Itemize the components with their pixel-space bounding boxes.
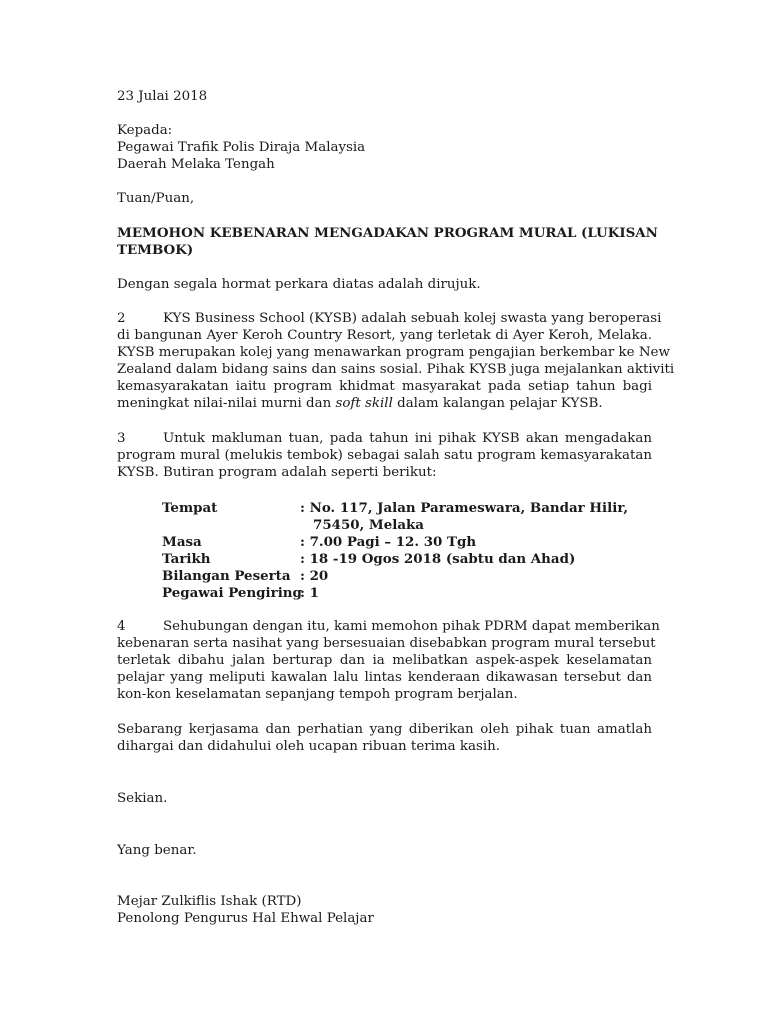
recipient-line-2: Daerah Melaka Tengah: [117, 157, 275, 172]
detail-masa-label: Masa: [162, 534, 202, 550]
para4-line-4: pelajar yang meliputi kawalan lalu lintas kenderaan dikawasan tersebut dan: [117, 670, 652, 685]
para3-line-3: KYSB. Butiran program adalah seperti berikut:: [117, 465, 437, 480]
para2-line-6-italic: soft skill: [335, 396, 393, 411]
closing-line-2: dihargai dan didahului oleh ucapan ribuan terima kasih.: [117, 739, 500, 754]
para2-line-6-a: meningkat nilai-nilai murni dan: [117, 396, 336, 411]
detail-tarikh-value: : 18 -19 Ogos 2018 (sabtu dan Ahad): [300, 551, 576, 567]
recipient-line-1: Pegawai Trafik Polis Diraja Malaysia: [117, 140, 366, 155]
para2-number: 2: [117, 311, 126, 326]
para3-line-2: program mural (melukis tembok) sebagai salah satu program kemasyarakatan: [117, 448, 652, 463]
detail-tempat-value: : No. 117, Jalan Parameswara, Bandar Hilir,: [300, 500, 629, 516]
detail-tarikh-label: Tarikh: [162, 551, 211, 567]
signatory-title: Penolong Pengurus Hal Ehwal Pelajar: [117, 911, 374, 926]
para4-line-1: [117, 618, 660, 636]
para3-line-1: [117, 430, 652, 448]
para2-line-6-b: dalam kalangan pelajar KYSB.: [392, 396, 603, 411]
para4-line-3: terletak dibahu jalan berturap dan ia melibatkan aspek-aspek keselamatan: [117, 653, 652, 668]
greeting: Tuan/Puan,: [117, 191, 195, 206]
closing-line-1: Sebarang kerjasama dan perhatian yang diberikan oleh pihak tuan amatlah: [117, 722, 652, 737]
detail-peserta-value: : 20: [300, 568, 329, 584]
para4-line-2: kebenaran serta nasihat yang bersesuaian disebabkan program mural tersebut: [117, 636, 656, 651]
para3-number: 3: [117, 431, 126, 446]
para4-line-1-text: Sehubungan dengan itu, kami memohon pihak PDRM dapat memberikan: [163, 619, 660, 634]
para4-line-5: kon-kon keselamatan sepanjang tempoh program berjalan.: [117, 687, 518, 702]
signatory-name: Mejar Zulkiflis Ishak (RTD): [117, 894, 302, 909]
para2-line-2: di bangunan Ayer Keroh Country Resort, yang terletak di Ayer Keroh, Melaka.: [117, 328, 652, 343]
subject-line-2: TEMBOK): [117, 242, 194, 258]
para2-line-6: [117, 395, 603, 413]
yang-benar: Yang benar.: [117, 843, 197, 858]
letter-date: 23 Julai 2018: [117, 89, 208, 104]
para2-line-1-text: KYS Business School (KYSB) adalah sebuah kolej swasta yang beroperasi: [163, 311, 662, 326]
detail-pengiring-value: : 1: [300, 585, 319, 601]
detail-masa-value: : 7.00 Pagi – 12. 30 Tgh: [300, 534, 477, 550]
subject-line-1: MEMOHON KEBENARAN MENGADAKAN PROGRAM MURAL (LUKISAN: [117, 225, 658, 241]
detail-peserta-label: Bilangan Peserta: [162, 568, 291, 584]
recipient-to-label: Kepada:: [117, 123, 173, 138]
para2-line-3: KYSB merupakan kolej yang menawarkan program pengajian berkembar ke New: [117, 345, 670, 360]
detail-pengiring-label: Pegawai Pengiring: [162, 585, 302, 601]
para2-line-5: kemasyarakatan iaitu program khidmat masyarakat pada setiap tahun bagi: [117, 379, 652, 394]
sekian: Sekian.: [117, 791, 168, 806]
opening-sentence: Dengan segala hormat perkara diatas adalah dirujuk.: [117, 277, 481, 292]
para3-line-1-text: Untuk makluman tuan, pada tahun ini pihak KYSB akan mengadakan: [163, 431, 652, 446]
para2-line-4: Zealand dalam bidang sains dan sains sosial. Pihak KYSB juga mejalankan aktiviti: [117, 362, 675, 377]
detail-tempat-label: Tempat: [162, 500, 218, 516]
detail-tempat-value-cont: 75450, Melaka: [313, 517, 424, 533]
para2-line-1: [117, 310, 662, 328]
para4-number: 4: [117, 619, 126, 634]
